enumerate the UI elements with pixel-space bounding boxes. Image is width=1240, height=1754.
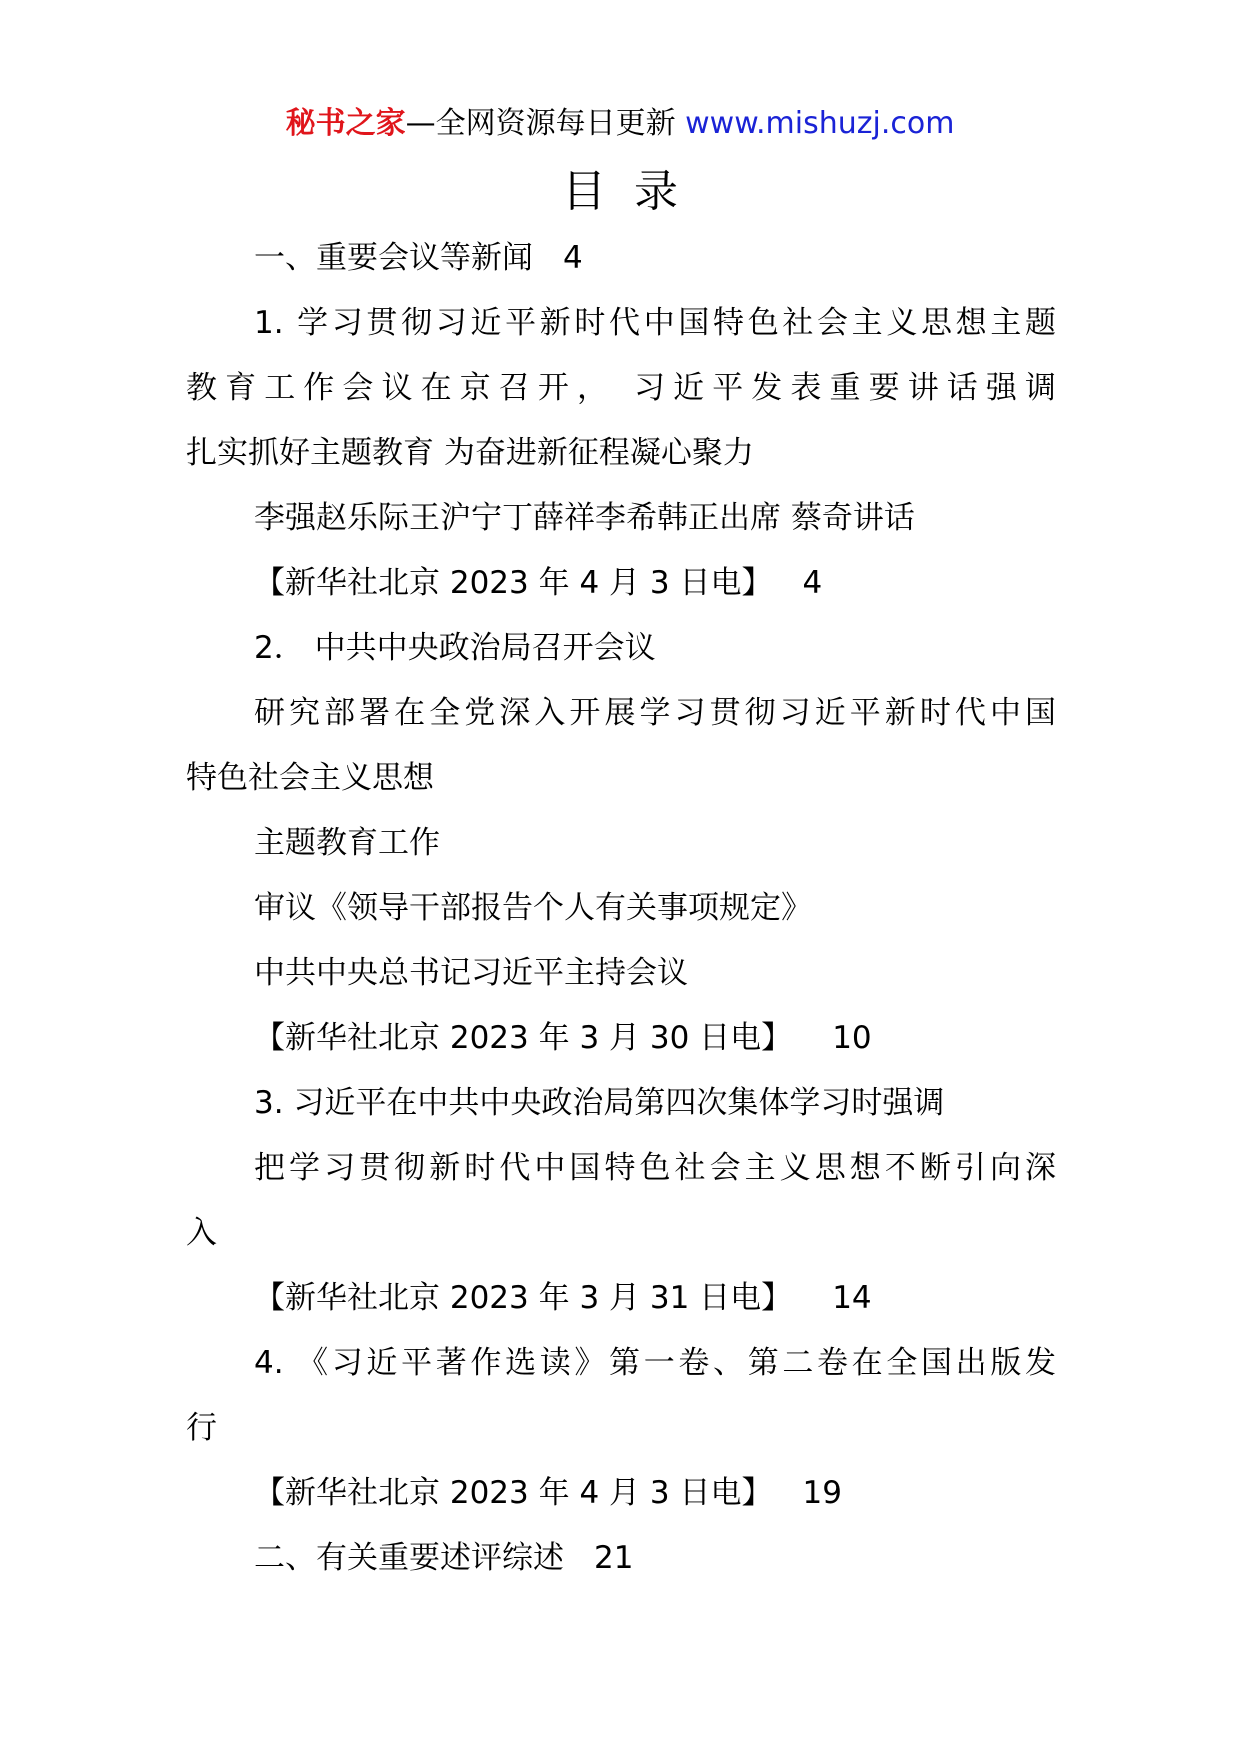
toc-item-2-line-6: 中共中央总书记习近平主持会议 <box>254 955 688 991</box>
toc-source-label: 【新华社北京 2023 年 3 月 31 日电】 <box>254 1280 793 1316</box>
header-tagline: —全网资源每日更新 <box>405 106 686 141</box>
toc-page-number: 10 <box>832 1020 872 1056</box>
toc-item-2-line-1: 2． 中共中央政治局召开会议 <box>254 630 656 666</box>
toc-source-label: 【新华社北京 2023 年 4 月 3 日电】 <box>254 1475 773 1511</box>
table-of-contents <box>186 226 1056 1591</box>
toc-item-2-source <box>186 1006 1056 1071</box>
toc-page-number: 19 <box>802 1475 842 1511</box>
site-url: www.mishuzj.com <box>685 106 955 141</box>
toc-section-label: 二、有关重要述评综述 <box>254 1540 564 1576</box>
toc-page-number: 14 <box>832 1280 872 1316</box>
brand-name: 秘书之家 <box>285 106 406 141</box>
toc-page-number: 21 <box>594 1540 634 1576</box>
page-title: 目录 <box>562 166 706 217</box>
toc-item-4-line-1: 4. 《习近平著作选读》第一卷、第二卷在全国出版发 <box>254 1345 1056 1381</box>
toc-section-label: 一、重要会议等新闻 <box>254 240 533 276</box>
toc-item-2-line-3: 特色社会主义思想 <box>186 760 434 796</box>
toc-item-2-line-5: 审议《领导干部报告个人有关事项规定》 <box>254 890 812 926</box>
toc-item-1-line-3: 扎实抓好主题教育 为奋进新征程凝心聚力 <box>186 435 754 471</box>
toc-item-3-line-3: 入 <box>186 1215 217 1251</box>
toc-item-1-line-2: 教育工作会议在京召开， 习近平发表重要讲话强调 <box>186 370 1056 406</box>
toc-item-4-line-2: 行 <box>186 1410 217 1446</box>
toc-item-1-source <box>186 551 1056 616</box>
toc-item-2-line-4: 主题教育工作 <box>254 825 440 861</box>
toc-item-3-line-1: 3. 习近平在中共中央政治局第四次集体学习时强调 <box>254 1085 945 1121</box>
toc-item-1-line-4: 李强赵乐际王沪宁丁薛祥李希韩正出席 蔡奇讲话 <box>254 500 915 536</box>
toc-section-1 <box>186 226 1056 291</box>
toc-item-3-line-2: 把学习贯彻新时代中国特色社会主义思想不断引向深 <box>254 1150 1056 1186</box>
toc-source-label: 【新华社北京 2023 年 3 月 30 日电】 <box>254 1020 793 1056</box>
toc-source-label: 【新华社北京 2023 年 4 月 3 日电】 <box>254 565 773 601</box>
toc-item-4-source <box>186 1461 1056 1526</box>
toc-item-3-source <box>186 1266 1056 1331</box>
toc-section-2 <box>186 1526 1056 1591</box>
toc-item-1-line-1: 1. 学习贯彻习近平新时代中国特色社会主义思想主题 <box>254 305 1056 341</box>
toc-item-2-line-2: 研究部署在全党深入开展学习贯彻习近平新时代中国 <box>254 695 1056 731</box>
toc-page-number: 4 <box>802 565 823 601</box>
site-header <box>0 100 1240 148</box>
toc-page-number: 4 <box>563 240 583 276</box>
